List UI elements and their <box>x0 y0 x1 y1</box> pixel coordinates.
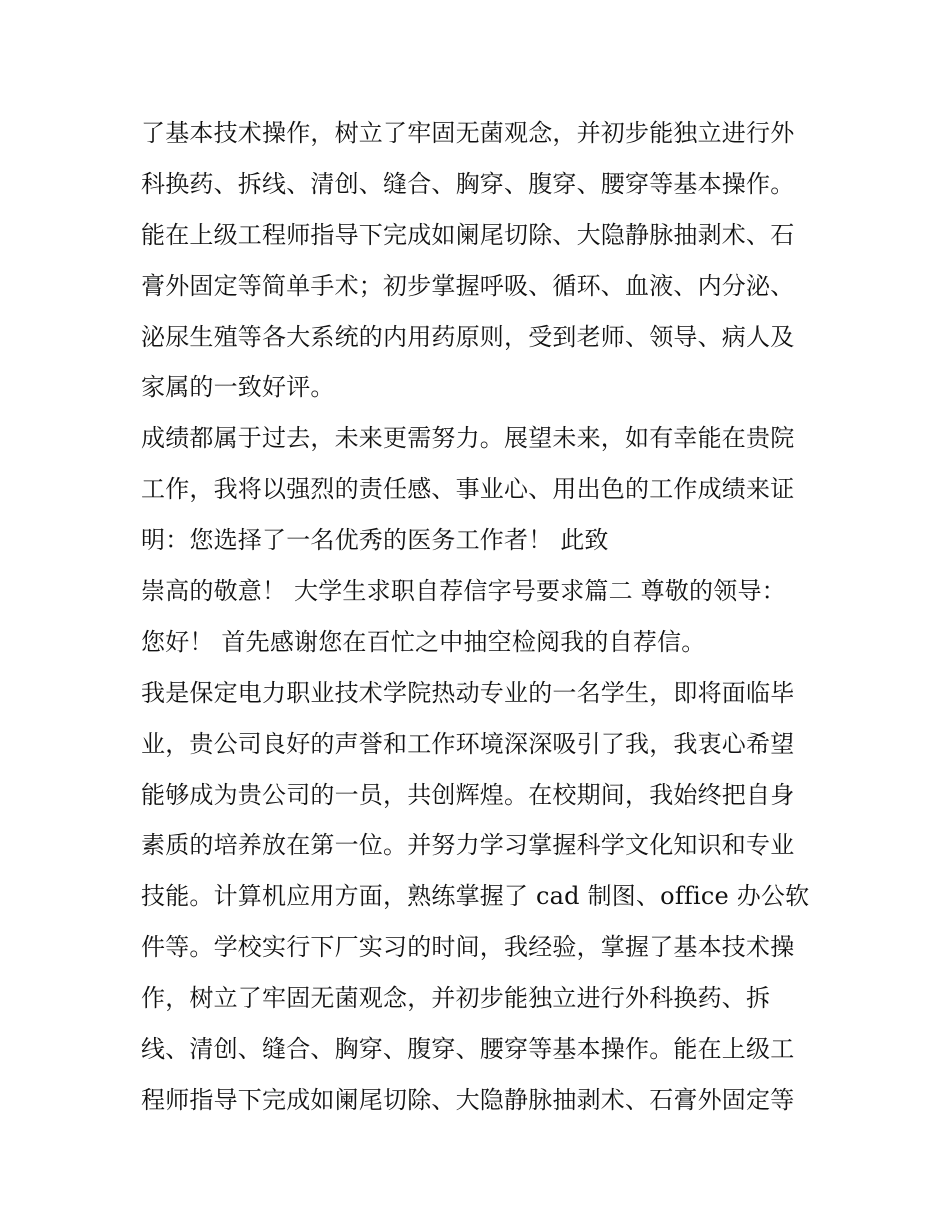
text-line: 成绩都属于过去，未来更需努力。展望未来，如有幸能在贵院 <box>141 424 795 453</box>
text-line: 能在上级工程师指导下完成如阑尾切除、大隐静脉抽剥术、石 <box>141 220 795 249</box>
body-text <box>141 108 821 1126</box>
text-line: 了基本技术操作，树立了牢固无菌观念，并初步能独立进行外 <box>141 119 795 147</box>
text-line: 作，树立了牢固无菌观念，并初步能独立进行外科换药、拆 <box>141 984 771 1013</box>
text-line: 能够成为贵公司的一员，共创辉煌。在校期间，我始终把自身 <box>141 780 795 809</box>
text-line: 泌尿生殖等各大系统的内用药原则，受到老师、领导、病人及 <box>141 322 795 351</box>
text-line: 线、清创、缝合、胸穿、腹穿、腰穿等基本操作。能在上级工 <box>141 1035 795 1064</box>
text-line: 程师指导下完成如阑尾切除、大隐静脉抽剥术、石膏外固定等 <box>141 1085 795 1114</box>
text-line: 您好！ 首先感谢您在百忙之中抽空检阅我的自荐信。 <box>141 627 706 656</box>
text-line: 业，贵公司良好的声誉和工作环境深深吸引了我，我衷心希望 <box>141 729 795 758</box>
text-line: 技能。计算机应用方面，熟练掌握了 cad 制图、office 办公软 <box>141 882 810 911</box>
text-line: 工作，我将以强烈的责任感、事业心、用出色的工作成绩来证 <box>141 475 795 504</box>
text-line: 件等。学校实行下厂实习的时间，我经验，掌握了基本技术操 <box>141 933 795 962</box>
text-line: 科换药、拆线、清创、缝合、胸穿、腹穿、腰穿等基本操作。 <box>141 169 795 198</box>
text-line: 家属的一致好评。 <box>141 373 335 402</box>
text-line: 崇高的敬意！ 大学生求职自荐信字号要求篇二 尊敬的领导： <box>141 577 786 606</box>
text-line: 膏外固定等简单手术；初步掌握呼吸、循环、血液、内分泌、 <box>141 271 795 300</box>
text-line: 明：您选择了一名优秀的医务工作者！ 此致 <box>141 526 609 555</box>
text-line: 素质的培养放在第一位。并努力学习掌握科学文化知识和专业 <box>141 831 795 860</box>
text-line: 我是保定电力职业技术学院热动专业的一名学生，即将面临毕 <box>141 678 795 707</box>
